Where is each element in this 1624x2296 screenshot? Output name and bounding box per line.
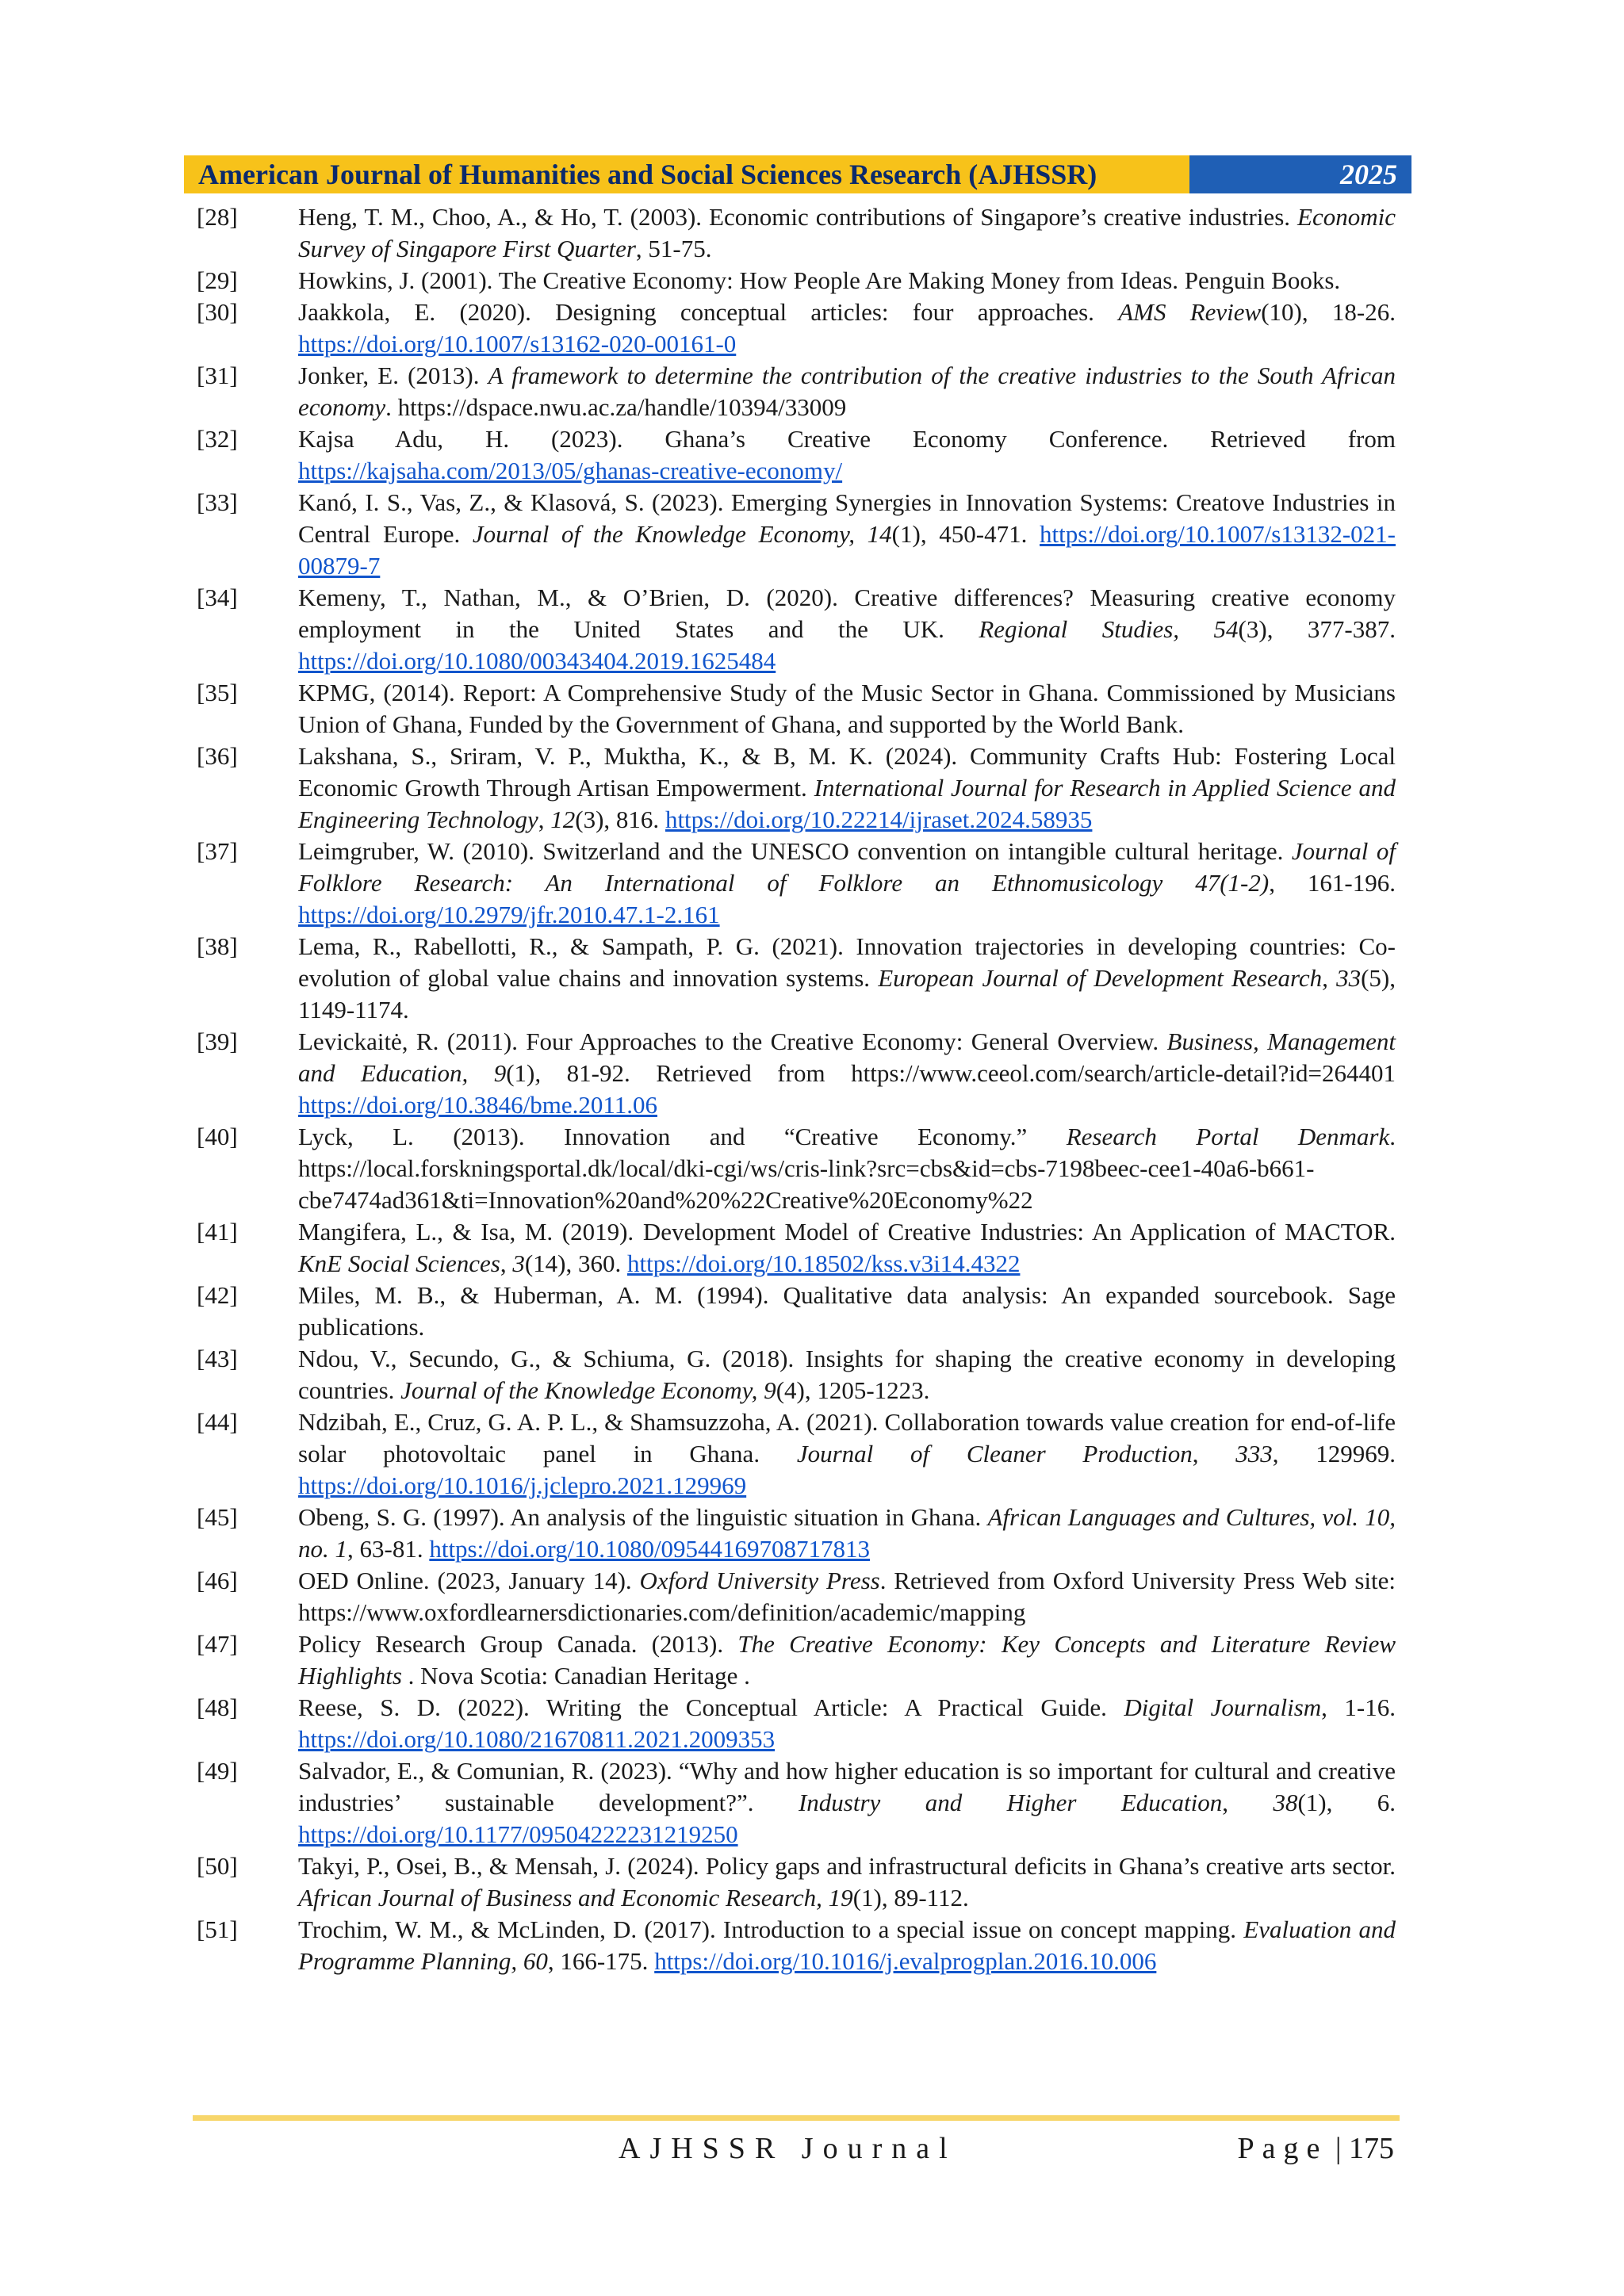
reference-number: [45] [197, 1503, 238, 1531]
reference-text [298, 836, 1396, 931]
footer-page [1238, 2130, 1394, 2168]
reference-plain-text: Lema, R., Rabellotti, R., & Sampath, P. G. (2021). Innovation trajectories in developing countries: Co-evolution of global value chains and innovation systems. [298, 932, 1396, 992]
reference-text [298, 1914, 1396, 1977]
reference-plain-text: Policy Research Group Canada. (2013). [298, 1630, 738, 1658]
reference-item [197, 836, 1396, 931]
reference-item [197, 1406, 1396, 1502]
reference-plain-text: , 166-175. [547, 1947, 655, 1975]
reference-number: [51] [197, 1915, 238, 1943]
reference-plain-text: , [500, 1249, 513, 1277]
reference-text [298, 1280, 1396, 1343]
reference-item [197, 1692, 1396, 1755]
reference-italic-text: 3 [512, 1249, 525, 1277]
reference-italic-text: Journal of Cleaner Production [796, 1440, 1193, 1468]
reference-italic-text: Digital Journalism [1124, 1693, 1322, 1721]
reference-number: [42] [197, 1281, 238, 1309]
reference-plain-text: Heng, T. M., Choo, A., & Ho, T. (2003). Economic contributions of Singapore’s creative industries. [298, 203, 1298, 231]
reference-link[interactable]: https://doi.org/10.18502/kss.v3i14.4322 [626, 1249, 1021, 1277]
reference-plain-text: , [1222, 1789, 1274, 1816]
reference-link[interactable]: https://kajsaha.com/2013/05/ghanas-creative-economy/ [298, 457, 843, 484]
reference-text [298, 423, 1396, 487]
reference-plain-text: (1), 6. [1297, 1789, 1396, 1816]
reference-plain-text: Jaakkola, E. (2020). Designing conceptual articles: four approaches. [298, 298, 1119, 326]
reference-link[interactable]: https://doi.org/10.3846/bme.2011.06 [298, 1091, 657, 1119]
reference-link[interactable]: https://doi.org/10.1007/s13162-020-00161-0 [298, 330, 737, 358]
reference-text [298, 1692, 1396, 1755]
reference-text [298, 487, 1396, 582]
reference-item [197, 360, 1396, 423]
reference-plain-text: Trochim, W. M., & McLinden, D. (2017). Introduction to a special issue on concept mapping. [298, 1915, 1244, 1943]
reference-plain-text: (5), 1149-1174. [298, 964, 1396, 1024]
reference-number: [29] [197, 266, 238, 294]
reference-number: [43] [197, 1345, 238, 1372]
reference-item [197, 1850, 1396, 1914]
reference-item [197, 423, 1396, 487]
reference-plain-text: Ndzibah, E., Cruz, G. A. P. L., & Shamsuzzoha, A. (2021). Collaboration towards value creation for end-of-life solar photovoltaic panel in Ghana. [298, 1408, 1396, 1468]
reference-italic-text: Business, Management and Education, 9 [298, 1027, 1396, 1087]
reference-number: [39] [197, 1027, 238, 1055]
reference-number: [50] [197, 1852, 238, 1880]
reference-plain-text: KPMG, (2014). Report: A Comprehensive Study of the Music Sector in Ghana. Commissioned by Musicians Union of Ghana, Funded by the Government of Ghana, and supported by the World Bank. [298, 679, 1396, 738]
reference-plain-text: (1), 450-471. [891, 520, 1040, 548]
reference-number: [48] [197, 1693, 238, 1721]
reference-plain-text: (4), 1205-1223. [776, 1376, 930, 1404]
journal-title: American Journal of Humanities and Social Sciences Research (AJHSSR) [184, 155, 1189, 193]
reference-text [298, 265, 1396, 297]
reference-italic-text: European Journal of Development Research, 33 [878, 964, 1362, 992]
reference-plain-text: Kemeny, T., Nathan, M., & O’Brien, D. (2020). Creative differences? Measuring creative economy employment in the United States and the UK. [298, 584, 1396, 643]
reference-italic-text: 38 [1273, 1789, 1298, 1816]
reference-plain-text: , 51-75. [635, 235, 712, 262]
reference-number: [33] [197, 488, 238, 516]
reference-plain-text: Leimgruber, W. (2010). Switzerland and the UNESCO convention on intangible cultural heritage. [298, 837, 1292, 865]
footer-journal: AJHSSR Journal [619, 2132, 957, 2165]
reference-plain-text: Obeng, S. G. (1997). An analysis of the linguistic situation in Ghana. [298, 1503, 988, 1531]
reference-plain-text: Kanó, I. S., Vas, Z., & Klasová, S. (2023). Emerging Synergies in Innovation Systems: Creatove Industries in Central Europe. [298, 488, 1396, 548]
reference-item [197, 1628, 1396, 1692]
reference-item [197, 265, 1396, 297]
reference-italic-text: Industry and Higher Education [798, 1789, 1223, 1816]
reference-number: [49] [197, 1757, 238, 1785]
reference-plain-text: Lakshana, S., Sriram, V. P., Muktha, K., & B, M. K. (2024). Community Crafts Hub: Fostering Local Economic Growth Through Artisan Empowerment. [298, 742, 1396, 802]
reference-number: [38] [197, 932, 238, 960]
reference-number: [47] [197, 1630, 238, 1658]
reference-item [197, 201, 1396, 265]
reference-italic-text: Journal of Folklore Research: An International of Folklore an Ethnomusicology 47(1-2) [298, 837, 1396, 897]
reference-item [197, 1502, 1396, 1565]
reference-text [298, 1121, 1396, 1216]
reference-link[interactable]: https://doi.org/10.1080/21670811.2021.2009353 [298, 1725, 776, 1753]
reference-number: [30] [197, 298, 238, 326]
reference-item [197, 487, 1396, 582]
reference-italic-text: Evaluation and Programme Planning, 60 [298, 1915, 1396, 1975]
reference-item [197, 1565, 1396, 1628]
reference-item [197, 1755, 1396, 1850]
reference-number: [35] [197, 679, 238, 706]
reference-italic-text: Journal of the Knowledge Economy, 9 [400, 1376, 776, 1404]
reference-plain-text: Salvador, E., & Comunian, R. (2023). “Why and how higher education is so important for cultural and creative industries’ sustainable development?”. [298, 1757, 1396, 1816]
reference-item [197, 1026, 1396, 1121]
journal-year: 2025 [1189, 155, 1411, 193]
reference-item [197, 1343, 1396, 1406]
reference-plain-text: (10), 18-26. [1261, 298, 1396, 326]
reference-plain-text: Reese, S. D. (2022). Writing the Conceptual Article: A Practical Guide. [298, 1693, 1124, 1721]
reference-plain-text: (3), 377-387. [1238, 615, 1396, 643]
reference-list [197, 201, 1396, 1977]
reference-number: [41] [197, 1218, 238, 1246]
reference-item [197, 1121, 1396, 1216]
reference-plain-text: Jonker, E. (2013). [298, 362, 488, 389]
reference-plain-text: (1), 89-112. [852, 1884, 969, 1911]
reference-number: [28] [197, 203, 238, 231]
reference-item [197, 677, 1396, 740]
reference-plain-text: (14), 360. [524, 1249, 627, 1277]
reference-text [298, 582, 1396, 677]
reference-plain-text: , 1-16. [1321, 1693, 1396, 1721]
reference-number: [36] [197, 742, 238, 770]
reference-italic-text: International Journal for Research in Applied Science and Engineering Technology [298, 774, 1396, 833]
reference-plain-text: , [538, 806, 551, 833]
reference-text [298, 1850, 1396, 1914]
reference-italic-text: 12 [550, 806, 576, 833]
reference-text [298, 1216, 1396, 1280]
reference-text [298, 1026, 1396, 1121]
reference-text [298, 740, 1396, 836]
journal-header [184, 155, 1411, 193]
reference-link[interactable]: https://doi.org/10.1016/j.jclepro.2021.129969 [298, 1471, 747, 1499]
reference-plain-text: Miles, M. B., & Huberman, A. M. (1994). Qualitative data analysis: An expanded sourcebook. Sage publications. [298, 1281, 1396, 1341]
reference-italic-text: KnE Social Sciences [298, 1249, 500, 1277]
reference-plain-text: . https://dspace.nwu.ac.za/handle/10394/33009 [385, 393, 847, 421]
page-separator: | [1327, 2132, 1349, 2165]
reference-text [298, 1565, 1396, 1628]
reference-italic-text: Oxford University Press [639, 1567, 880, 1594]
reference-text [298, 677, 1396, 740]
reference-text [298, 1343, 1396, 1406]
reference-plain-text: Levickaitė, R. (2011). Four Approaches to the Creative Economy: General Overview. [298, 1027, 1167, 1055]
reference-number: [40] [197, 1123, 238, 1150]
reference-text [298, 297, 1396, 360]
reference-plain-text: Mangifera, L., & Isa, M. (2019). Development Model of Creative Industries: An Application of MACTOR. [298, 1218, 1396, 1246]
reference-plain-text: Kajsa Adu, H. (2023). Ghana’s Creative Economy Conference. Retrieved from [298, 425, 1396, 453]
reference-text [298, 360, 1396, 423]
reference-item [197, 1216, 1396, 1280]
reference-plain-text: Ndou, V., Secundo, G., & Schiuma, G. (2018). Insights for shaping the creative economy in developing countries. [298, 1345, 1396, 1404]
reference-number: [37] [197, 837, 238, 865]
reference-plain-text: . Retrieved from Oxford University Press Web site: https://www.oxfordlearnersdictionaries.com/definition/academic/mapping [298, 1567, 1396, 1626]
reference-italic-text: African Journal of Business and Economic Research, 19 [298, 1884, 853, 1911]
reference-italic-text: Research Portal Denmark [1066, 1123, 1390, 1150]
reference-link[interactable]: https://doi.org/10.1080/00343404.2019.1625484 [298, 647, 776, 675]
reference-plain-text: Howkins, J. (2001). The Creative Economy: How People Are Making Money from Ideas. Penguin Books. [298, 266, 1341, 294]
reference-number: [32] [197, 425, 238, 453]
reference-link[interactable]: https://doi.org/10.2979/jfr.2010.47.1-2.161 [298, 901, 720, 928]
reference-item [197, 582, 1396, 677]
reference-text [298, 1755, 1396, 1850]
reference-plain-text: , [1192, 1440, 1236, 1468]
reference-link[interactable]: https://doi.org/10.1177/09504222231219250 [298, 1820, 738, 1848]
reference-item [197, 740, 1396, 836]
reference-number: [46] [197, 1567, 238, 1594]
footer-divider [193, 2115, 1400, 2121]
reference-link[interactable]: https://doi.org/10.22214/ijraset.2024.58935 [665, 806, 1093, 833]
reference-item [197, 1914, 1396, 1977]
reference-italic-text: Journal of the Knowledge Economy, 14 [472, 520, 892, 548]
reference-italic-text: 333 [1235, 1440, 1273, 1468]
reference-italic-text: Economic Survey of Singapore First Quarter [298, 203, 1396, 262]
reference-text [298, 1628, 1396, 1692]
reference-italic-text: African Languages and Cultures, vol. 10, no. 1 [298, 1503, 1396, 1563]
reference-link[interactable]: https://doi.org/10.1007/s13132-021-00879-7 [298, 520, 1396, 580]
reference-link[interactable]: https://doi.org/10.1016/j.evalprogplan.2016.10.006 [654, 1947, 1157, 1975]
reference-plain-text: OED Online. (2023, January 14). [298, 1567, 640, 1594]
page-number: 175 [1349, 2132, 1394, 2165]
reference-text [298, 1406, 1396, 1502]
reference-plain-text: Lyck, L. (2013). Innovation and “Creative Economy.” [298, 1123, 1067, 1150]
page-label: Page [1237, 2132, 1328, 2165]
reference-link[interactable]: https://doi.org/10.1080/09544169708717813 [429, 1535, 871, 1563]
reference-italic-text: A framework to determine the contribution of the creative industries to the South African economy [298, 362, 1396, 421]
reference-text [298, 931, 1396, 1026]
reference-plain-text: (3), 816. [575, 806, 665, 833]
reference-italic-text: The Creative Economy: Key Concepts and Literature Review Highlights [298, 1630, 1396, 1689]
reference-plain-text: , 63-81. [347, 1535, 430, 1563]
reference-text [298, 201, 1396, 265]
reference-plain-text: . Nova Scotia: Canadian Heritage . [401, 1662, 750, 1689]
reference-plain-text: (1) [506, 1059, 535, 1087]
reference-item [197, 297, 1396, 360]
reference-plain-text: Takyi, P., Osei, B., & Mensah, J. (2024). Policy gaps and infrastructural deficits in Ghana’s creative arts sector. [298, 1852, 1396, 1880]
reference-plain-text: 81-92. Retrieved from https://www.ceeol.com/search/article-detail?id=264401 [541, 1059, 1396, 1087]
reference-item [197, 931, 1396, 1026]
reference-number: [34] [197, 584, 238, 611]
reference-italic-text: , [534, 1059, 542, 1087]
reference-item [197, 1280, 1396, 1343]
reference-italic-text: AMS Review [1118, 298, 1262, 326]
reference-text [298, 1502, 1396, 1565]
reference-number: [44] [197, 1408, 238, 1436]
reference-plain-text: , 129969. [1272, 1440, 1396, 1468]
reference-plain-text: . https://local.forskningsportal.dk/local/dki-cgi/ws/cris-link?src=cbs&id=cbs-7198beec-cee1-40a6-b661-cbe7474ad361&ti=Innovation%20and%20%22Creative%20Economy%22 [298, 1123, 1396, 1214]
reference-number: [31] [197, 362, 238, 389]
reference-italic-text: Regional Studies, 54 [979, 615, 1239, 643]
reference-plain-text: , 161-196. [1269, 869, 1396, 897]
